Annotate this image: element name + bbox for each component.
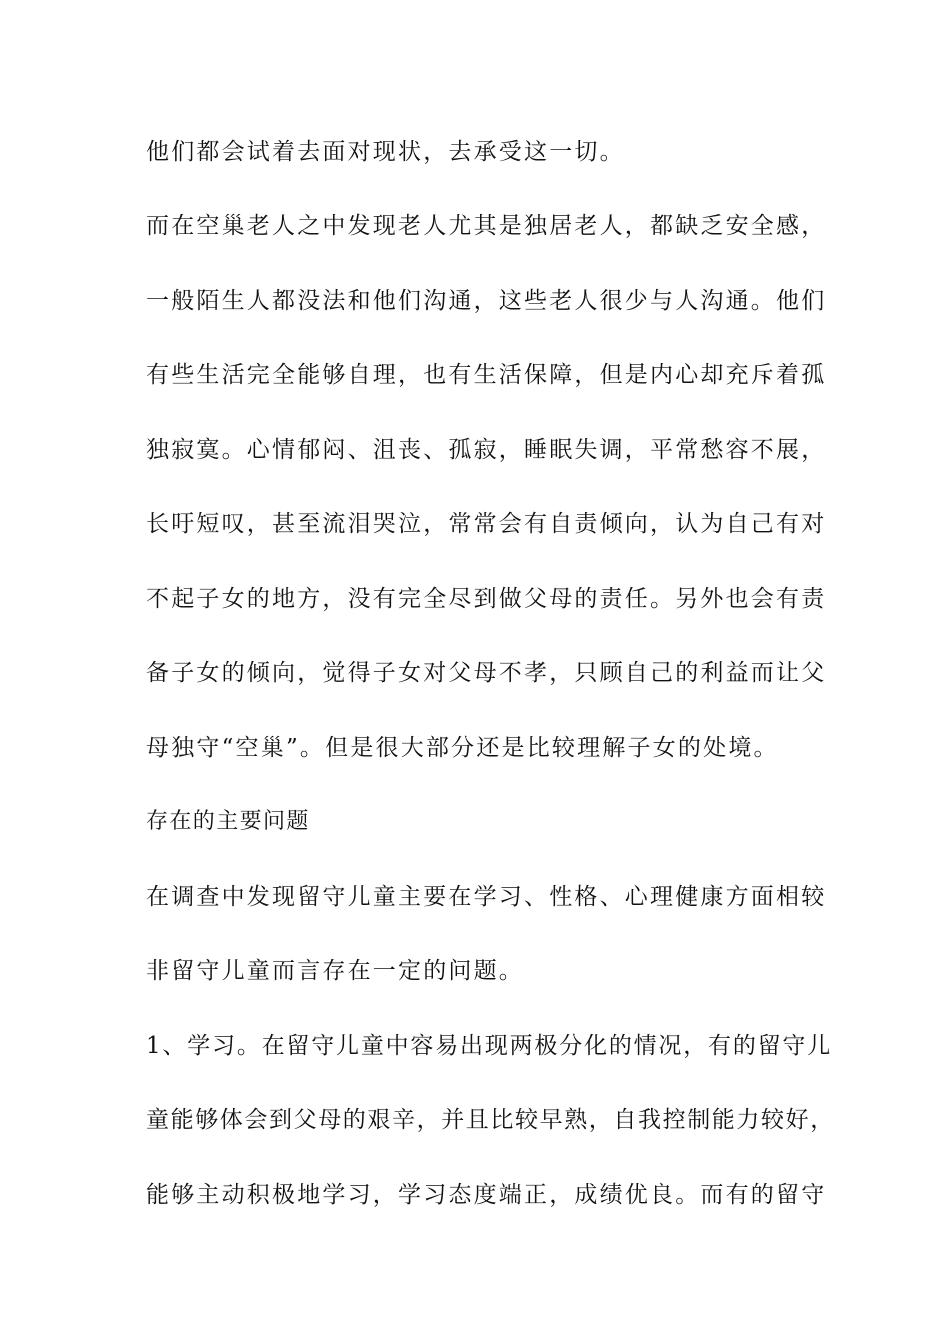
paragraph-line: 能够主动积极地学习，学习态度端正，成绩优良。而有的留守 <box>146 1182 827 1208</box>
paragraph-line: 长吁短叹，甚至流泪哭泣，常常会有自责倾向，认为自己有对 <box>146 511 827 537</box>
paragraph-line: 童能够体会到父母的艰辛，并且比较早熟，自我控制能力较好， <box>146 1107 835 1133</box>
paragraph-line: 在调查中发现留守儿童主要在学习、性格、心理健康方面相较 <box>146 884 827 910</box>
paragraph-line: 备子女的倾向，觉得子女对父母不孝，只顾自己的利益而让父 <box>146 660 827 686</box>
paragraph-line: 不起子女的地方，没有完全尽到做父母的责任。另外也会有责 <box>146 586 827 612</box>
paragraph-line: 他们都会试着去面对现状，去承受这一切。 <box>146 139 625 165</box>
paragraph-line: 一般陌生人都没法和他们沟通，这些老人很少与人沟通。他们 <box>146 288 827 314</box>
paragraph-line: 非留守儿童而言存在一定的问题。 <box>146 958 524 984</box>
paragraph-line: 有些生活完全能够自理，也有生活保障，但是内心却充斥着孤 <box>146 362 827 388</box>
paragraph-line: 母独守“空巢”。但是很大部分还是比较理解子女的处境。 <box>146 735 779 761</box>
paragraph-line: 1、学习。在留守儿童中容易出现两极分化的情况，有的留守儿 <box>146 1033 833 1059</box>
paragraph-line: 独寂寞。心情郁闷、沮丧、孤寂，睡眠失调，平常愁容不展， <box>146 437 827 463</box>
section-heading: 存在的主要问题 <box>146 809 310 834</box>
paragraph-line: 而在空巢老人之中发现老人尤其是独居老人，都缺乏安全感， <box>146 213 827 239</box>
